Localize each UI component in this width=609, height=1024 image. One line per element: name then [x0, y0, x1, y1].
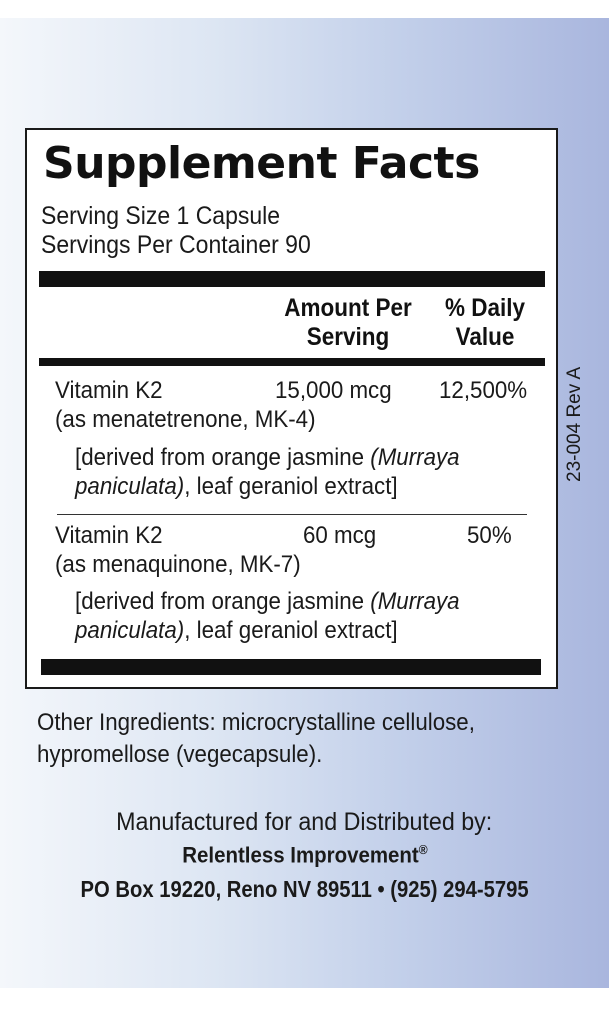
- nutrient-amount: 60 mcg: [303, 522, 377, 549]
- dv-header-line1: % Daily: [444, 294, 526, 322]
- nutrient-form: (as menaquinone, MK-7): [55, 551, 301, 578]
- thick-divider-bottom: [41, 659, 541, 675]
- manufacturer-line: Manufactured for and Distributed by:: [116, 808, 493, 836]
- thick-divider-top: [39, 271, 545, 287]
- serving-size: Serving Size 1 Capsule: [41, 202, 281, 230]
- nutrient-form: (as menatetrenone, MK-4): [55, 406, 316, 433]
- nutrient-daily-value: 12,500%: [439, 377, 528, 404]
- other-ingredients-line2: hypromellose (vegecapsule).: [37, 741, 323, 768]
- nutrient-name: Vitamin K2: [55, 522, 163, 549]
- row-divider: [57, 514, 527, 515]
- nutrient-amount: 15,000 mcg: [275, 377, 392, 404]
- nutrient-daily-value: 50%: [467, 522, 512, 549]
- nutrient-source-line1: [derived from orange jasmine (Murraya: [75, 588, 460, 615]
- nutrient-name: Vitamin K2: [55, 377, 163, 404]
- medium-divider: [39, 358, 545, 366]
- revision-code: 23-004 Rev A: [564, 366, 585, 482]
- amount-per-serving-header: [272, 294, 425, 352]
- facts-title: Supplement Facts: [43, 138, 480, 189]
- registered-mark: ®: [418, 842, 428, 857]
- dv-header-line2: Value: [455, 323, 515, 351]
- amount-header-line2: Serving: [306, 323, 390, 351]
- company-name: Relentless Improvement®: [181, 842, 428, 868]
- daily-value-header: [433, 294, 537, 352]
- amount-header-line1: Amount Per: [284, 294, 412, 322]
- nutrient-source-line2: paniculata), leaf geraniol extract]: [75, 473, 398, 500]
- other-ingredients-line1: Other Ingredients: microcrystalline cellulose,: [37, 709, 475, 736]
- servings-per-container: Servings Per Container 90: [41, 231, 311, 259]
- other-ingredients: [37, 707, 577, 771]
- company-address: PO Box 19220, Reno NV 89511 • (925) 294-5795: [80, 876, 529, 902]
- nutrient-source-line2: paniculata), leaf geraniol extract]: [75, 617, 398, 644]
- nutrient-source-line1: [derived from orange jasmine (Murraya: [75, 444, 460, 471]
- supplement-facts-panel: [25, 128, 558, 689]
